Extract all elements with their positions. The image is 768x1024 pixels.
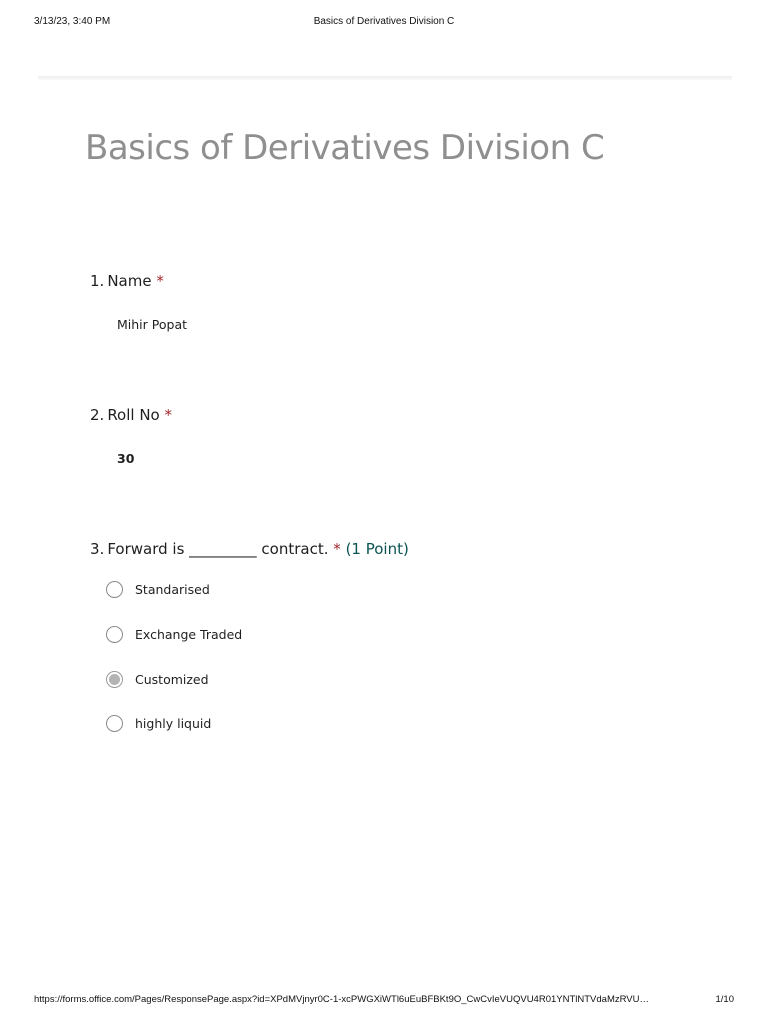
option-highly-liquid[interactable]: [106, 712, 211, 734]
question-2-answer: 30: [117, 451, 135, 466]
option-exchange-traded[interactable]: [106, 623, 242, 645]
option-customized[interactable]: [106, 668, 209, 690]
form-title: Basics of Derivatives Division C: [85, 128, 605, 168]
required-marker: *: [156, 272, 164, 290]
required-marker: *: [333, 540, 341, 558]
question-number: 1.: [90, 272, 105, 290]
required-marker: *: [164, 406, 173, 424]
print-header: [0, 16, 768, 30]
question-3-title: [90, 540, 409, 558]
question-2-title: [90, 406, 172, 424]
question-points: (1 Point): [345, 540, 409, 558]
radio-button[interactable]: [106, 581, 123, 598]
question-text: Roll No: [107, 406, 160, 424]
form-top-divider: [38, 76, 732, 80]
print-url: https://forms.office.com/Pages/ResponsePage.aspx?id=XPdMVjnyr0C-1-xcPWGXiWTl6uEuBFBKt9O_CwCvIeVUQVU4R01YNTlNTVdaMzRVU…: [34, 994, 649, 1005]
print-footer: [0, 994, 768, 1008]
question-1-answer: Mihir Popat: [117, 317, 188, 332]
question-text: Forward is _________ contract.: [107, 540, 329, 558]
print-doc-title: Basics of Derivatives Division C: [313, 16, 455, 27]
print-page-number: 1/10: [715, 994, 734, 1005]
radio-button[interactable]: [106, 626, 123, 643]
radio-button[interactable]: [106, 715, 123, 732]
option-standarised[interactable]: [106, 578, 210, 600]
question-text: Name: [107, 272, 152, 290]
option-label: Exchange Traded: [135, 626, 243, 642]
question-number: 3.: [90, 540, 105, 558]
question-number: 2.: [90, 406, 105, 424]
print-datetime: 3/13/23, 3:40 PM: [34, 16, 111, 27]
question-1-title: [90, 272, 164, 290]
option-label: Customized: [135, 671, 209, 687]
radio-dot: [109, 674, 120, 685]
option-label: highly liquid: [135, 715, 212, 731]
option-label: Standarised: [135, 581, 210, 597]
radio-button-selected[interactable]: [106, 671, 123, 688]
